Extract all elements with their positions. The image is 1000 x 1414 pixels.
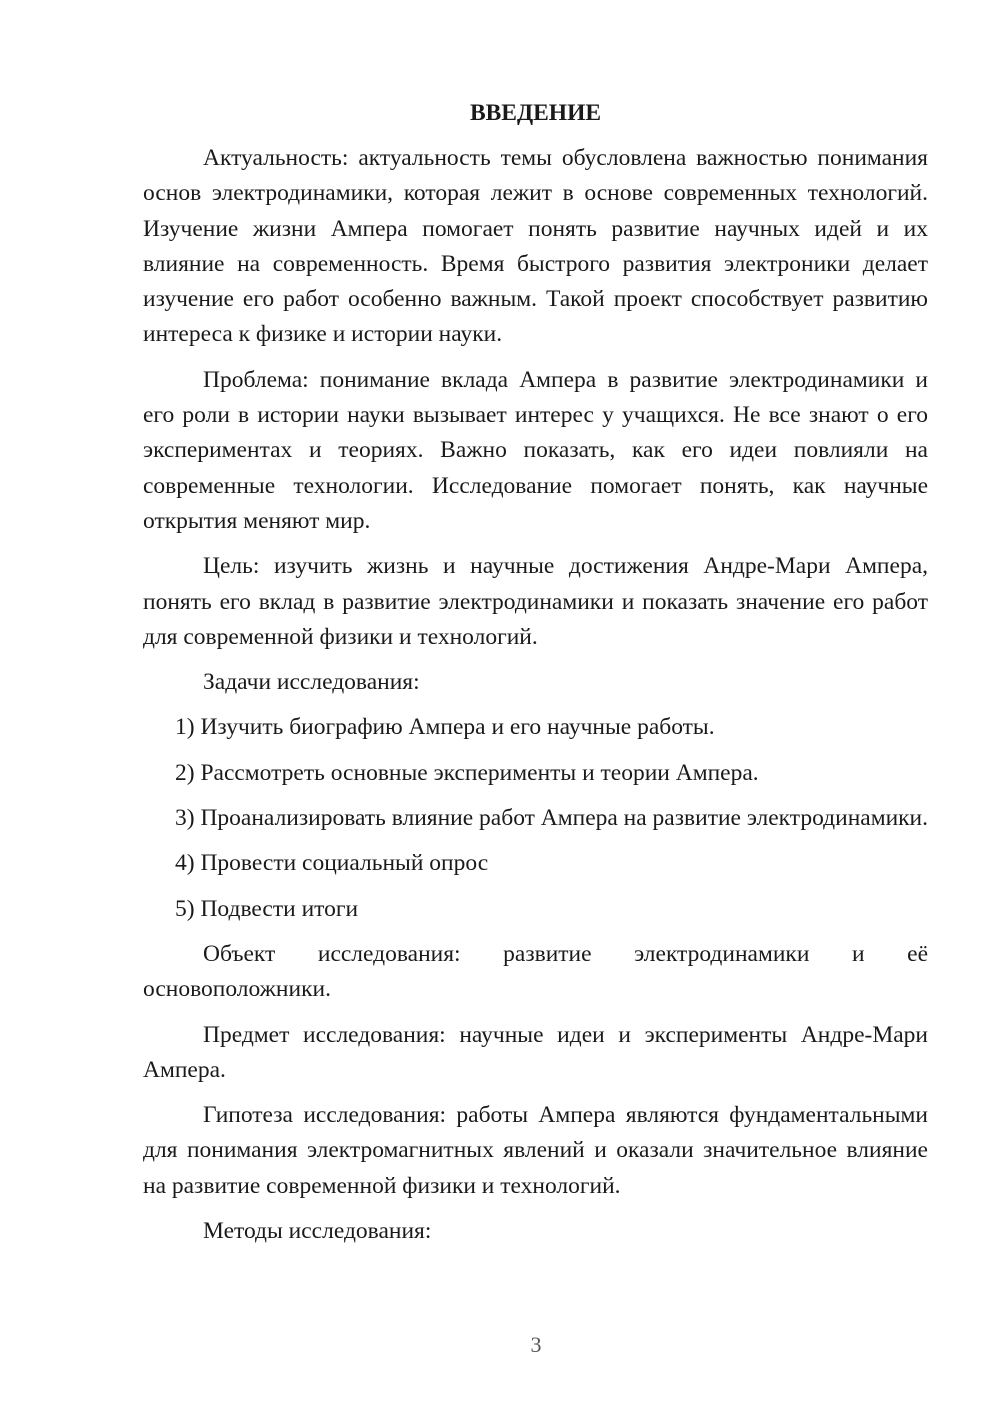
- document-page: [143, 96, 928, 1249]
- list-item: 1) Изучить биографию Ампера и его научные работы.: [175, 714, 715, 741]
- list-item: 4) Провести социальный опрос: [175, 850, 489, 877]
- paragraph-object: Объект исследования: развитие электродинамики и её основоположники.: [143, 940, 928, 1003]
- page-title: ВВЕДЕНИЕ: [469, 100, 602, 126]
- list-item: 5) Подвести итоги: [175, 895, 359, 922]
- paragraph-subject: Предмет исследования: научные идеи и эксперименты Андре-Мари Ампера.: [143, 1021, 928, 1083]
- methods-title: Методы исследования:: [203, 1218, 432, 1245]
- page-number: 3: [530, 1332, 542, 1357]
- paragraph-relevance: Актуальность: актуальность темы обусловлена важностью понимания основ электродинамики, которая лежит в основе современных технологий. Изучение жизни Ампера помогает понять развитие научных идей и их влияние на современность. Время быстрого развития электроники делает изучение его работ особенно важным. Такой проект способствует развитию интереса к физике и истории науки.: [143, 145, 928, 348]
- paragraph-goal: Цель: изучить жизнь и научные достижения Андре-Мари Ампера, понять его вклад в развитие электродинамики и показать значение его работ для современной физики и технологий.: [143, 553, 928, 650]
- list-item: 2) Рассмотреть основные эксперименты и теории Ампера.: [175, 759, 759, 786]
- paragraph-problem: Проблема: понимание вклада Ампера в развитие электродинамики и его роли в истории науки вызывает интерес у учащихся. Не все знают о его экспериментах и теориях. Важно показать, как его идеи повлияли на современные технологии. Исследование помогает понять, как научные открытия меняют мир.: [143, 366, 928, 534]
- tasks-title: Задачи исследования:: [203, 669, 420, 696]
- list-item: 3) Проанализировать влияние работ Ампера на развитие электродинамики.: [175, 805, 929, 832]
- paragraph-hypothesis: Гипотеза исследования: работы Ампера являются фундаментальными для понимания электромагнитных явлений и оказали значительное влияние на развитие современной физики и технологий.: [143, 1102, 928, 1199]
